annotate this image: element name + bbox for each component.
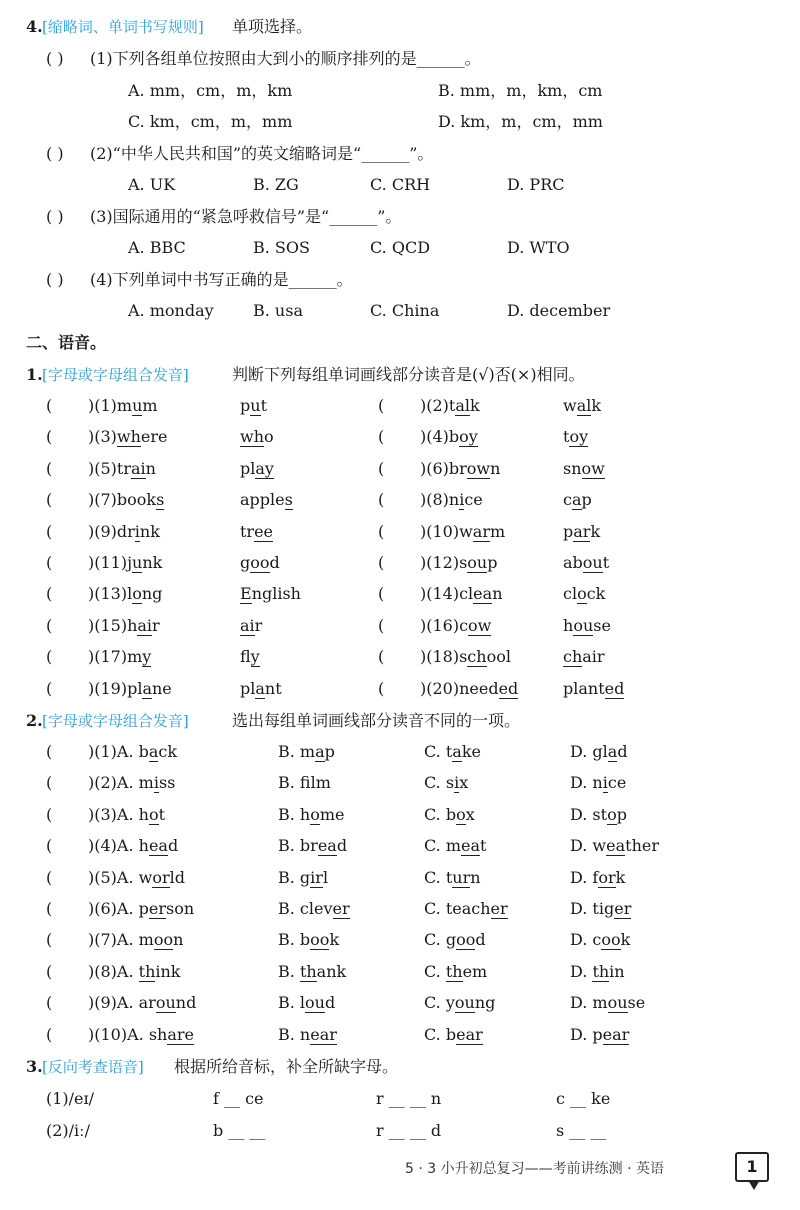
part-tag: [字母或字母组合发音] xyxy=(42,366,189,384)
section-number: 4. xyxy=(26,17,43,36)
answer-paren-open[interactable]: ( xyxy=(46,867,53,887)
word-item: )(1)mum xyxy=(88,396,158,415)
phonetic-symbol: (2)/iː/ xyxy=(46,1121,90,1140)
judge-row xyxy=(0,422,800,452)
judge-row xyxy=(0,642,800,672)
answer-paren-open[interactable]: ( xyxy=(46,584,53,604)
compare-word: who xyxy=(240,427,274,447)
choice-row xyxy=(0,894,800,924)
fill-word-c[interactable]: c __ ke xyxy=(556,1089,611,1108)
answer-paren-open[interactable]: ( xyxy=(46,836,53,856)
option-c: C. China xyxy=(370,301,440,320)
page-number-tab xyxy=(748,1180,760,1190)
option-c: C. good xyxy=(424,930,486,950)
compare-word: play xyxy=(240,458,274,478)
choice-row xyxy=(0,957,800,987)
option-d: D. cook xyxy=(570,930,631,950)
option-d: D. december xyxy=(507,301,611,320)
option-d: D. PRC xyxy=(507,175,565,194)
word-item: )(5)train xyxy=(88,458,156,478)
compare-word: cap xyxy=(563,490,592,510)
option-c: C. young xyxy=(424,993,496,1013)
option-a: )(9)A. around xyxy=(88,993,197,1013)
answer-paren-open[interactable]: ( xyxy=(46,804,53,824)
option-b: B. book xyxy=(278,930,340,950)
answer-paren-open[interactable]: ( xyxy=(378,427,385,447)
compare-word: put xyxy=(240,396,267,415)
word-item: )(3)where xyxy=(88,427,168,447)
option-c: C. km，cm，m，mm xyxy=(128,112,293,131)
word-item: )(11)junk xyxy=(88,553,163,572)
judge-row xyxy=(0,485,800,515)
answer-paren-open[interactable]: ( xyxy=(46,1024,53,1044)
option-b: B. thank xyxy=(278,961,347,981)
option-b: B. ZG xyxy=(253,175,299,194)
compare-word: English xyxy=(240,584,301,604)
answer-paren-open[interactable]: ( xyxy=(46,678,53,698)
option-a: )(5)A. world xyxy=(88,867,185,887)
part-2-header xyxy=(0,706,800,736)
fill-word-a[interactable]: b __ __ xyxy=(213,1121,266,1140)
option-a: )(6)A. person xyxy=(88,899,195,918)
answer-paren-open[interactable]: ( xyxy=(46,396,53,415)
option-b: B. SOS xyxy=(253,238,310,257)
choice-row xyxy=(0,863,800,893)
word-item: )(16)cow xyxy=(420,615,492,635)
compare-word: apples xyxy=(240,490,293,510)
question-stem: (1)下列各组单位按照由大到小的顺序排列的是______。 xyxy=(90,49,481,68)
option-d: D. tiger xyxy=(570,899,632,918)
part-title: 判断下列每组单词画线部分读音是(√)否(×)相同。 xyxy=(232,365,585,384)
judge-row xyxy=(0,391,800,421)
footer-title: 5 · 3 小升初总复习——考前讲练测 · 英语 xyxy=(405,1161,664,1177)
compare-word: toy xyxy=(563,427,589,447)
option-d: D. thin xyxy=(570,961,625,981)
word-item: )(15)hair xyxy=(88,615,160,635)
compare-word: park xyxy=(563,521,601,541)
option-c: C. them xyxy=(424,961,488,981)
answer-paren-open[interactable]: ( xyxy=(378,647,385,667)
judge-row xyxy=(0,454,800,484)
judge-row xyxy=(0,579,800,609)
section-heading: 二、语音。 xyxy=(26,333,107,352)
part-title: 根据所给音标，补全所缺字母。 xyxy=(174,1057,399,1076)
option-a: A. UK xyxy=(128,175,176,194)
choice-row xyxy=(0,831,800,861)
answer-paren-open[interactable]: ( xyxy=(46,615,53,635)
word-item: )(13)long xyxy=(88,584,163,604)
word-item: )(18)school xyxy=(420,647,511,667)
option-b: B. home xyxy=(278,804,345,824)
compare-word: planted xyxy=(563,678,625,698)
compare-word: walk xyxy=(563,396,602,415)
word-item: )(12)soup xyxy=(420,553,498,572)
option-a: )(7)A. moon xyxy=(88,930,184,950)
part-1-header xyxy=(0,360,800,390)
judge-row xyxy=(0,611,800,641)
option-a: A. mm，cm，m，km xyxy=(128,81,293,100)
option-c: C. QCD xyxy=(370,238,431,257)
choice-row xyxy=(0,1020,800,1050)
fill-word-c[interactable]: s __ __ xyxy=(556,1121,607,1140)
word-item: )(14)clean xyxy=(420,584,503,604)
answer-paren-open[interactable]: ( xyxy=(378,458,385,478)
option-a: )(10)A. share xyxy=(88,1024,194,1044)
fill-word-a[interactable]: f __ ce xyxy=(213,1089,264,1108)
compare-word: air xyxy=(240,615,263,635)
compare-word: clock xyxy=(563,584,606,604)
choice-row xyxy=(0,925,800,955)
answer-paren-open[interactable]: ( xyxy=(46,993,53,1013)
choice-row xyxy=(0,737,800,767)
option-c: C. CRH xyxy=(370,175,431,194)
part-3-header xyxy=(0,1052,800,1082)
question-stem: (2)“中华人民共和国”的英文缩略词是“______”。 xyxy=(90,144,434,163)
question-1-options-row2 xyxy=(0,107,800,137)
question-1 xyxy=(0,44,800,74)
option-c: C. bear xyxy=(424,1024,483,1044)
option-b: B. bread xyxy=(278,836,348,856)
choice-row xyxy=(0,800,800,830)
option-a: A. BBC xyxy=(128,238,186,257)
option-b: B. usa xyxy=(253,301,303,320)
answer-paren-open[interactable]: ( xyxy=(46,427,53,447)
option-d: D. pear xyxy=(570,1024,630,1044)
option-d: D. nice xyxy=(570,773,627,793)
compare-word: snow xyxy=(563,458,605,478)
answer-paren-open[interactable]: ( xyxy=(46,899,53,918)
word-item: )(9)drink xyxy=(88,521,160,541)
fill-word-b[interactable]: r __ __ n xyxy=(376,1089,442,1108)
compare-word: fly xyxy=(240,647,260,667)
question-3-options xyxy=(0,233,800,263)
question-3 xyxy=(0,202,800,232)
judge-row xyxy=(0,548,800,578)
part-tag: [反向考查语音] xyxy=(42,1058,144,1076)
answer-paren-open[interactable]: ( xyxy=(46,553,53,572)
question-2 xyxy=(0,139,800,169)
fill-word-b[interactable]: r __ __ d xyxy=(376,1121,442,1140)
section-2-heading-row xyxy=(0,328,800,358)
word-item: )(17)my xyxy=(88,647,152,667)
option-c: C. six xyxy=(424,773,469,793)
question-2-options xyxy=(0,170,800,200)
answer-paren-open[interactable]: ( xyxy=(378,490,385,510)
part-title: 选出每组单词画线部分读音不同的一项。 xyxy=(232,711,521,730)
option-b: B. map xyxy=(278,742,335,761)
compare-word: house xyxy=(563,615,611,635)
choice-row xyxy=(0,988,800,1018)
word-item: )(10)warm xyxy=(420,521,506,541)
option-c: C. take xyxy=(424,742,481,761)
judge-row xyxy=(0,517,800,547)
option-d: D. stop xyxy=(570,804,627,824)
word-item: )(2)talk xyxy=(420,396,480,415)
question-stem: (3)国际通用的“紧急呼救信号”是“______”。 xyxy=(90,207,402,226)
question-1-options-row1 xyxy=(0,76,800,106)
answer-paren-open[interactable]: ( xyxy=(378,615,385,635)
option-c: C. meat xyxy=(424,836,487,856)
word-item: )(6)brown xyxy=(420,458,501,478)
page-number: 1 xyxy=(735,1152,769,1182)
answer-paren-open[interactable]: ( xyxy=(46,647,53,667)
section-tag: [缩略词、单词书写规则] xyxy=(42,18,204,36)
answer-paren-open[interactable]: ( xyxy=(378,521,385,541)
option-a: A. monday xyxy=(128,301,214,320)
compare-word: plant xyxy=(240,678,282,698)
answer-paren-open[interactable]: ( xyxy=(378,396,385,415)
answer-paren-open[interactable]: ( xyxy=(46,521,53,541)
word-item: )(8)nice xyxy=(420,490,483,510)
word-item: )(20)needed xyxy=(420,678,519,698)
option-b: B. near xyxy=(278,1024,337,1044)
answer-paren[interactable]: ( ) xyxy=(46,207,64,226)
answer-paren-open[interactable]: ( xyxy=(378,584,385,604)
answer-paren[interactable]: ( ) xyxy=(46,49,64,68)
section-title: 单项选择。 xyxy=(232,17,313,36)
answer-paren[interactable]: ( ) xyxy=(46,144,64,163)
option-d: D. weather xyxy=(570,836,659,856)
compare-word: tree xyxy=(240,521,274,541)
question-4-options xyxy=(0,296,800,326)
word-item: )(4)boy xyxy=(420,427,478,447)
part-number: 1. xyxy=(26,365,43,384)
phonetic-row xyxy=(0,1116,800,1146)
option-d: D. fork xyxy=(570,867,626,887)
option-b: B. flm xyxy=(278,773,331,793)
answer-paren-open[interactable]: ( xyxy=(46,458,53,478)
option-c: C. box xyxy=(424,804,475,824)
option-a: )(8)A. think xyxy=(88,961,181,981)
option-b: B. clever xyxy=(278,899,350,918)
option-d: D. WTO xyxy=(507,238,570,257)
compare-word: chair xyxy=(563,647,605,667)
option-c: C. teacher xyxy=(424,899,508,918)
answer-paren-open[interactable]: ( xyxy=(378,678,385,698)
word-item: )(19)plane xyxy=(88,678,172,698)
answer-paren-open[interactable]: ( xyxy=(46,773,53,793)
part-tag: [字母或字母组合发音] xyxy=(42,712,189,730)
phonetic-row xyxy=(0,1084,800,1114)
option-b: B. girl xyxy=(278,867,329,887)
option-b: B. mm，m，km，cm xyxy=(438,81,603,100)
judge-row xyxy=(0,674,800,704)
option-a: )(4)A. head xyxy=(88,836,179,856)
part-number: 2. xyxy=(26,711,43,730)
option-b: B. loud xyxy=(278,993,336,1013)
option-c: C. turn xyxy=(424,867,481,887)
compare-word: about xyxy=(563,553,610,572)
option-d: D. mouse xyxy=(570,993,646,1013)
section-4-header xyxy=(0,12,800,42)
option-a: )(3)A. hot xyxy=(88,804,166,824)
option-d: D. glad xyxy=(570,742,628,761)
answer-paren-open[interactable]: ( xyxy=(378,553,385,572)
answer-paren-open[interactable]: ( xyxy=(46,961,53,981)
answer-paren-open[interactable]: ( xyxy=(46,930,53,950)
answer-paren-open[interactable]: ( xyxy=(46,742,53,761)
answer-paren[interactable]: ( ) xyxy=(46,270,64,289)
word-item: )(7)books xyxy=(88,490,165,510)
question-4 xyxy=(0,265,800,295)
compare-word: good xyxy=(240,553,280,572)
option-a: )(1)A. back xyxy=(88,742,178,761)
option-a: )(2)A. miss xyxy=(88,773,176,793)
question-stem: (4)下列单词中书写正确的是______。 xyxy=(90,270,353,289)
part-number: 3. xyxy=(26,1057,43,1076)
option-d: D. km，m，cm，mm xyxy=(438,112,603,131)
phonetic-symbol: (1)/eɪ/ xyxy=(46,1089,95,1108)
answer-paren-open[interactable]: ( xyxy=(46,490,53,510)
choice-row xyxy=(0,768,800,798)
